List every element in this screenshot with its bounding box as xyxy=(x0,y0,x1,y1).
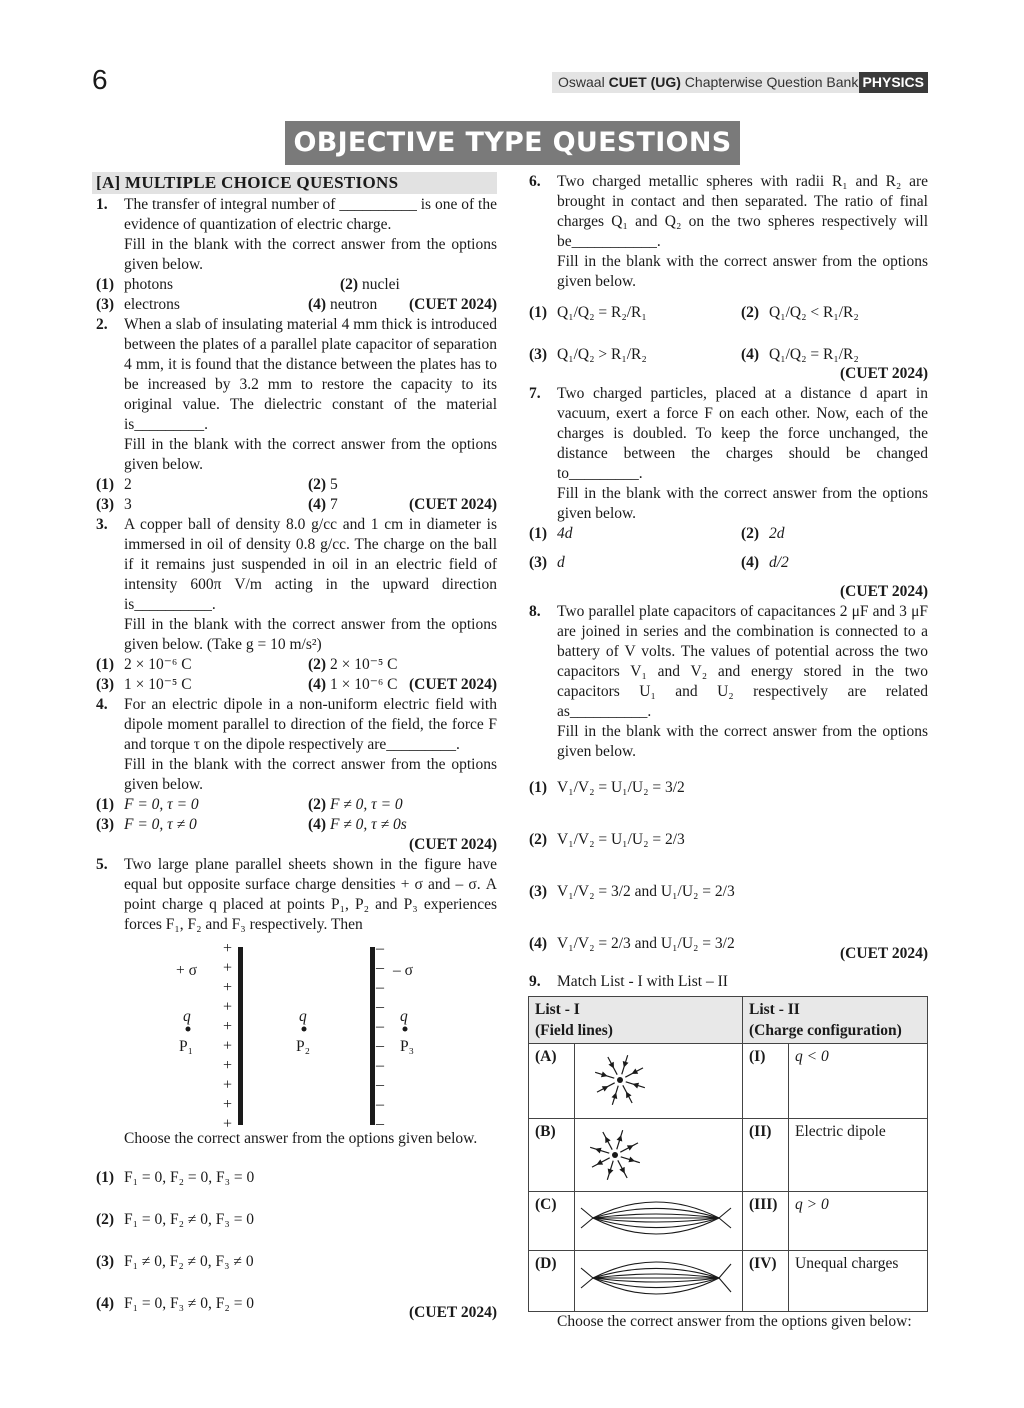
question-text: For an electric dipole in a non-uniform electric field with dipole moment parallel to direction of the field, the force F and torque τ on the dipole respectively are_________. xyxy=(124,696,497,753)
option-3[interactable]: (3) 3 xyxy=(96,496,132,513)
option-3[interactable]: (3) d xyxy=(529,554,565,571)
running-title-bold: CUET (UG) xyxy=(608,74,681,90)
plus-mark: + xyxy=(223,1115,233,1129)
field-line xyxy=(581,1218,593,1228)
option-4[interactable]: (4) d/2 xyxy=(741,554,789,571)
match-table-header: List - I (Field lines) List - II (Charge configuration) xyxy=(529,997,928,1044)
question-text: Match List - I with List – II xyxy=(557,973,728,990)
options xyxy=(92,475,497,515)
negative-sheet xyxy=(370,947,375,1125)
option-2[interactable]: (2) 5 xyxy=(308,476,338,493)
question-text: The transfer of integral number of __________ is one of the evidence of quantization of electric charge. xyxy=(124,196,497,233)
option-4[interactable]: (4) neutron (CUET 2024) xyxy=(308,296,497,313)
field-lines-dipole-diagram xyxy=(575,1192,735,1244)
field-line xyxy=(581,1208,593,1218)
running-title-prefix: Oswaal xyxy=(558,74,609,90)
minus-mark: – xyxy=(376,940,384,957)
section-banner: OBJECTIVE TYPE QUESTIONS xyxy=(285,121,740,165)
option-1[interactable]: (1) photons xyxy=(96,276,174,293)
option-1[interactable]: (1) F = 0, τ = 0 xyxy=(96,796,199,813)
option-1[interactable]: (1) F₁ = 0, F₂ = 0, F₃ = 0 xyxy=(96,1169,255,1186)
exam-tag: (CUET 2024) xyxy=(409,1304,497,1321)
minus-mark: – xyxy=(376,1096,384,1113)
question-instruction: Fill in the blank with the correct answer from the options given below. (Take g = 10 m/s²) xyxy=(124,616,497,653)
option-3[interactable]: (3) Q₁/Q₂ > R₁/R₂ xyxy=(529,346,647,363)
exam-tag: (CUET 2024) xyxy=(409,496,497,513)
plus-mark: + xyxy=(223,1037,233,1055)
question-instruction: Fill in the blank with the correct answer from the options given below. xyxy=(124,236,497,273)
question-instruction: Fill in the blank with the correct answer from the options given below. xyxy=(557,723,928,760)
charge-point xyxy=(612,1152,618,1158)
option-3[interactable]: (3) 1 × 10⁻⁵ C xyxy=(96,676,192,693)
point-label-p1: P₁ xyxy=(179,1038,194,1055)
q5-options xyxy=(92,1157,497,1325)
question-number: 8. xyxy=(529,603,541,620)
question-number: 3. xyxy=(96,516,108,533)
charge-label: q xyxy=(299,1008,307,1025)
plus-mark: + xyxy=(223,1096,233,1113)
question-instruction: Choose the correct answer from the options given below: xyxy=(557,1313,912,1330)
exam-tag: (CUET 2024) xyxy=(840,365,928,382)
plus-mark: + xyxy=(223,940,233,957)
table-row: (C) (III) q > 0 xyxy=(529,1192,928,1251)
minus-sigma-label: – σ xyxy=(393,962,413,979)
q8-options xyxy=(525,762,928,970)
field-line xyxy=(719,1278,731,1292)
field-line xyxy=(581,1278,593,1288)
field-line xyxy=(581,1268,593,1278)
options xyxy=(525,292,928,376)
positive-sheet xyxy=(238,947,243,1125)
minus-mark: – xyxy=(376,1076,384,1094)
plus-sigma-label: + σ xyxy=(176,962,197,979)
question-instruction: Fill in the blank with the correct answer from the options given below. xyxy=(557,485,928,522)
page-number: 6 xyxy=(92,64,108,95)
option-1[interactable]: (1) Q₁/Q₂ = R₂/R₁ xyxy=(529,304,647,321)
option-3[interactable]: (3) F₁ ≠ 0, F₂ ≠ 0, F₃ ≠ 0 xyxy=(96,1253,254,1270)
charged-sheets-figure xyxy=(92,939,497,1129)
table-row: (A) (I) q < 0 xyxy=(529,1044,928,1119)
point-p2 xyxy=(302,1027,307,1032)
exam-tag: (CUET 2024) xyxy=(840,945,928,962)
match-table xyxy=(528,996,928,1312)
question-9 xyxy=(525,972,928,992)
charge-label: q xyxy=(400,1008,408,1025)
option-4[interactable]: (4) 1 × 10⁻⁶ C (CUET 2024) xyxy=(308,676,497,693)
minus-mark: – xyxy=(376,1018,384,1035)
option-3[interactable]: (3) V₁/V₂ = 3/2 and U₁/U₂ = 2/3 xyxy=(529,883,735,900)
right-column xyxy=(525,172,928,1332)
point-p3 xyxy=(403,1027,408,1032)
minus-mark: – xyxy=(376,1115,384,1129)
question-text: Two charged metallic spheres with radii R₁ and R₂ are brought in contact and then separated. The ratio of final charges Q₁ and Q₂ on the two spheres respectively will be___________. xyxy=(557,173,928,250)
option-1[interactable]: (1) 2 xyxy=(96,476,132,493)
options xyxy=(92,795,497,835)
option-4[interactable]: (4) 7 (CUET 2024) xyxy=(308,496,497,513)
subject-label: PHYSICS xyxy=(859,72,928,93)
exam-tag: (CUET 2024) xyxy=(840,583,928,600)
running-title-suffix: Chapterwise Question Bank xyxy=(680,74,859,90)
minus-mark: – xyxy=(376,959,384,977)
running-header xyxy=(552,72,928,93)
sheets-svg xyxy=(92,939,497,1129)
option-1[interactable]: (1) 2 × 10⁻⁶ C xyxy=(96,656,192,673)
option-3[interactable]: (3) electrons xyxy=(96,296,180,313)
option-1[interactable]: (1) 4d xyxy=(529,525,573,542)
minus-mark: – xyxy=(376,998,384,1016)
question-number: 1. xyxy=(96,196,108,213)
field-line xyxy=(593,1214,719,1218)
exam-tag: (CUET 2024) xyxy=(409,676,497,693)
options xyxy=(525,524,928,582)
option-2[interactable]: (2) F₁ = 0, F₂ ≠ 0, F₃ = 0 xyxy=(96,1211,255,1228)
question-instruction: Choose the correct answer from the options given below. xyxy=(124,1130,478,1147)
option-2[interactable]: (2) 2 × 10⁻⁵ C xyxy=(308,656,398,673)
point-label-p2: P₂ xyxy=(296,1038,311,1055)
field-lines-unequal-diagram xyxy=(575,1251,735,1305)
field-lines-q-positive-diagram xyxy=(575,1119,735,1185)
field-line xyxy=(593,1218,719,1222)
question-instruction: Fill in the blank with the correct answer from the options given below. xyxy=(124,756,497,793)
question-6 xyxy=(525,172,928,292)
field-line xyxy=(719,1218,731,1228)
question-5 xyxy=(92,855,497,935)
option-4[interactable]: (4) V₁/V₂ = 2/3 and U₁/U₂ = 3/2 (CUET 2024) xyxy=(525,918,928,970)
question-number: 4. xyxy=(96,696,108,713)
option-2[interactable]: (2) F ≠ 0, τ = 0 xyxy=(308,796,403,813)
table-row: (D) (IV) Unequal charges xyxy=(529,1251,928,1312)
charge-label: q xyxy=(183,1008,191,1025)
option-4[interactable]: (4) F ≠ 0, τ ≠ 0s xyxy=(308,816,407,833)
plus-mark: + xyxy=(223,979,233,996)
question-text: Two charged particles, placed at a distance d apart in vacuum, exert a force F on each other. Now, each of the charges is doubled. To keep the force unchanged, the distance between the charges should be changed to_________. xyxy=(557,385,928,482)
option-3[interactable]: (3) F = 0, τ ≠ 0 xyxy=(96,816,197,833)
plus-mark: + xyxy=(223,1057,233,1074)
point-label-p3: P₃ xyxy=(400,1038,415,1055)
options xyxy=(92,655,497,695)
minus-mark: – xyxy=(376,979,384,996)
question-text: A copper ball of density 8.0 g/cc and 1 cm in diameter is immersed in oil of density 0.8 g/cc. The charge on the ball if it remains just suspended in oil in an electric field of intensity 600π V/m acting in the upward direction is__________. xyxy=(124,516,497,613)
section-heading: [A] MULTIPLE CHOICE QUESTIONS xyxy=(92,172,497,194)
question-8 xyxy=(525,602,928,762)
question-text: When a slab of insulating material 4 mm thick is introduced between the plates of a parallel plate capacitor of separation 4 mm, it is found that the distance between the plates has to be increased by 3.2 mm to restore the capacity to its original value. The dielectric constant of the material is_________. xyxy=(124,316,497,433)
option-2[interactable]: (2) nuclei xyxy=(340,276,400,293)
question-number: 6. xyxy=(529,173,541,190)
plus-mark: + xyxy=(223,998,233,1016)
charge-point xyxy=(617,1077,623,1083)
question-1 xyxy=(92,195,497,275)
plus-mark: + xyxy=(223,959,233,977)
question-number: 2. xyxy=(96,316,108,333)
question-2 xyxy=(92,315,497,475)
question-text: Two large plane parallel sheets shown in the figure have equal but opposite surface charge densities + σ and – σ. A point charge q placed at points P₁, P₂ and P₃ experiences forces F₁, F₂ and F₃ respectively. Then xyxy=(124,856,497,933)
minus-mark: – xyxy=(376,1057,384,1074)
option-4[interactable]: (4) Q₁/Q₂ = R₁/R₂ xyxy=(741,346,859,363)
exam-tag: (CUET 2024) xyxy=(409,836,497,853)
question-number: 7. xyxy=(529,385,541,402)
field-line xyxy=(593,1278,719,1282)
option-2[interactable]: (2) V₁/V₂ = U₁/U₂ = 2/3 xyxy=(529,831,685,848)
option-2[interactable]: (2) 2d xyxy=(741,525,785,542)
question-instruction: Fill in the blank with the correct answer from the options given below. xyxy=(557,253,928,290)
exam-tag: (CUET 2024) xyxy=(409,296,497,313)
field-line xyxy=(719,1264,731,1278)
field-line xyxy=(719,1208,731,1218)
option-1[interactable]: (1) V₁/V₂ = U₁/U₂ = 3/2 xyxy=(529,779,685,796)
field-lines-q-negative-diagram xyxy=(575,1044,735,1112)
question-4 xyxy=(92,695,497,795)
field-line xyxy=(593,1274,719,1278)
question-number: 9. xyxy=(529,973,541,990)
table-row: (B) (II) Electric dipole xyxy=(529,1119,928,1192)
plus-mark: + xyxy=(223,1076,233,1094)
option-2[interactable]: (2) Q₁/Q₂ < R₁/R₂ xyxy=(741,304,859,321)
question-3 xyxy=(92,515,497,655)
question-number: 5. xyxy=(96,856,108,873)
option-4[interactable]: (4) F₁ = 0, F₃ ≠ 0, F₂ = 0 (CUET 2024) xyxy=(92,1283,497,1325)
options xyxy=(92,275,497,315)
point-p1 xyxy=(186,1027,191,1032)
question-instruction: Fill in the blank with the correct answer from the options given below. xyxy=(124,436,497,473)
minus-mark: – xyxy=(376,1037,384,1055)
question-7 xyxy=(525,384,928,524)
plus-mark: + xyxy=(223,1018,233,1035)
question-text: Two parallel plate capacitors of capacitances 2 μF and 3 μF are joined in series and the combination is connected to a battery of V volts. The values of potential across the two capacitors V₁ and V₂ and energy stored in the two capacitors U₁ and U₂ respectively are related as__________. xyxy=(557,603,928,720)
left-column xyxy=(92,172,497,1325)
